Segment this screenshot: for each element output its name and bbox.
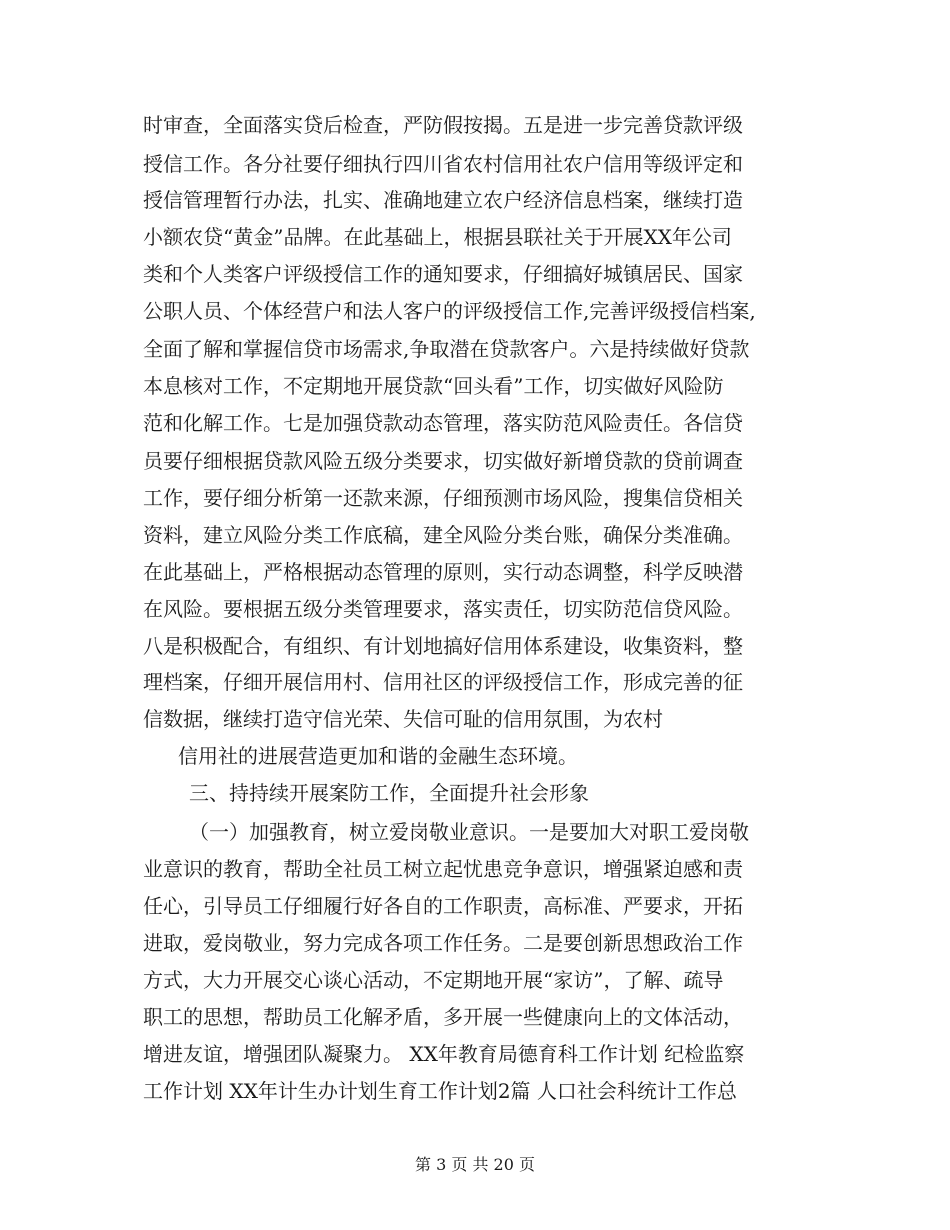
body-text-line: 范和化解工作。七是加强贷款动态管理，落实防范风险责任。各信贷 xyxy=(143,411,743,435)
body-text-line: 方式，大力开展交心谈心活动，不定期地开展“家访”，了解、疏导 xyxy=(143,968,724,992)
body-text-line: 信用社的进展营造更加和谐的金融生态环境。 xyxy=(178,744,578,768)
subsection-heading: （一）加强教育，树立爱岗敬业意识。一是要加大对职工爱岗敬 xyxy=(189,820,749,844)
body-text-line: 小额农贷“黄金”品牌。在此基础上，根据县联社关于开展XX年公司 xyxy=(143,225,732,249)
body-text-line: 信数据，继续打造守信光荣、失信可耻的信用氛围，为农村 xyxy=(143,707,663,731)
body-text-line: 在此基础上，严格根据动态管理的原则，实行动态调整，科学反映潜 xyxy=(143,560,743,584)
body-text-line: 工作计划 XX年计生办计划生育工作计划2篇 人口社会科统计工作总 xyxy=(143,1079,737,1103)
body-text-line: 工作，要仔细分析第一还款来源，仔细预测市场风险，搜集信贷相关 xyxy=(143,486,743,510)
body-text-line: 时审查，全面落实贷后检查，严防假按揭。五是进一步完善贷款评级 xyxy=(143,113,743,137)
body-text-line: 资料，建立风险分类工作底稿，建全风险分类台账，确保分类准确。 xyxy=(143,523,743,547)
body-text-line: 任心，引导员工仔细履行好各自的工作职责，高标准、严要求，开拓 xyxy=(143,894,743,918)
body-text-line: 全面了解和掌握信贷市场需求,争取潜在贷款客户。六是持续做好贷款 xyxy=(143,337,750,361)
body-text-line: 理档案，仔细开展信用村、信用社区的评级授信工作，形成完善的征 xyxy=(143,670,743,694)
body-text-line: 增进友谊，增强团队凝聚力。 XX年教育局德育科工作计划 纪检监察 xyxy=(143,1042,745,1066)
body-text-line: 员要仔细根据贷款风险五级分类要求，切实做好新增贷款的贷前调查 xyxy=(143,449,743,473)
body-text-line: 八是积极配合，有组织、有计划地搞好信用体系建设，收集资料，整 xyxy=(143,634,743,658)
body-text-line: 类和个人类客户评级授信工作的通知要求，仔细搞好城镇居民、国家 xyxy=(143,262,743,286)
body-text-line: 本息核对工作，不定期地开展贷款“回头看”工作，切实做好风险防 xyxy=(143,374,724,398)
body-text-line: 公职人员、个体经营户和法人客户的评级授信工作,完善评级授信档案, xyxy=(143,299,756,323)
body-text-line: 授信工作。各分社要仔细执行四川省农村信用社农户信用等级评定和 xyxy=(143,152,743,176)
page-number-footer: 第 3 页 共 20 页 xyxy=(415,1155,535,1174)
section-heading: 三、持持续开展案防工作，全面提升社会形象 xyxy=(189,781,589,805)
body-text-line: 业意识的教育，帮助全社员工树立起忧患竞争意识，增强紧迫感和责 xyxy=(143,857,743,881)
body-text-line: 职工的思想，帮助员工化解矛盾，多开展一些健康向上的文体活动， xyxy=(143,1005,743,1029)
body-text-line: 在风险。要根据五级分类管理要求，落实责任，切实防范信贷风险。 xyxy=(143,597,743,621)
body-text-line: 进取，爱岗敬业，努力完成各项工作任务。二是要创新思想政治工作 xyxy=(143,931,743,955)
body-text-line: 授信管理暂行办法，扎实、准确地建立农户经济信息档案，继续打造 xyxy=(143,188,743,212)
